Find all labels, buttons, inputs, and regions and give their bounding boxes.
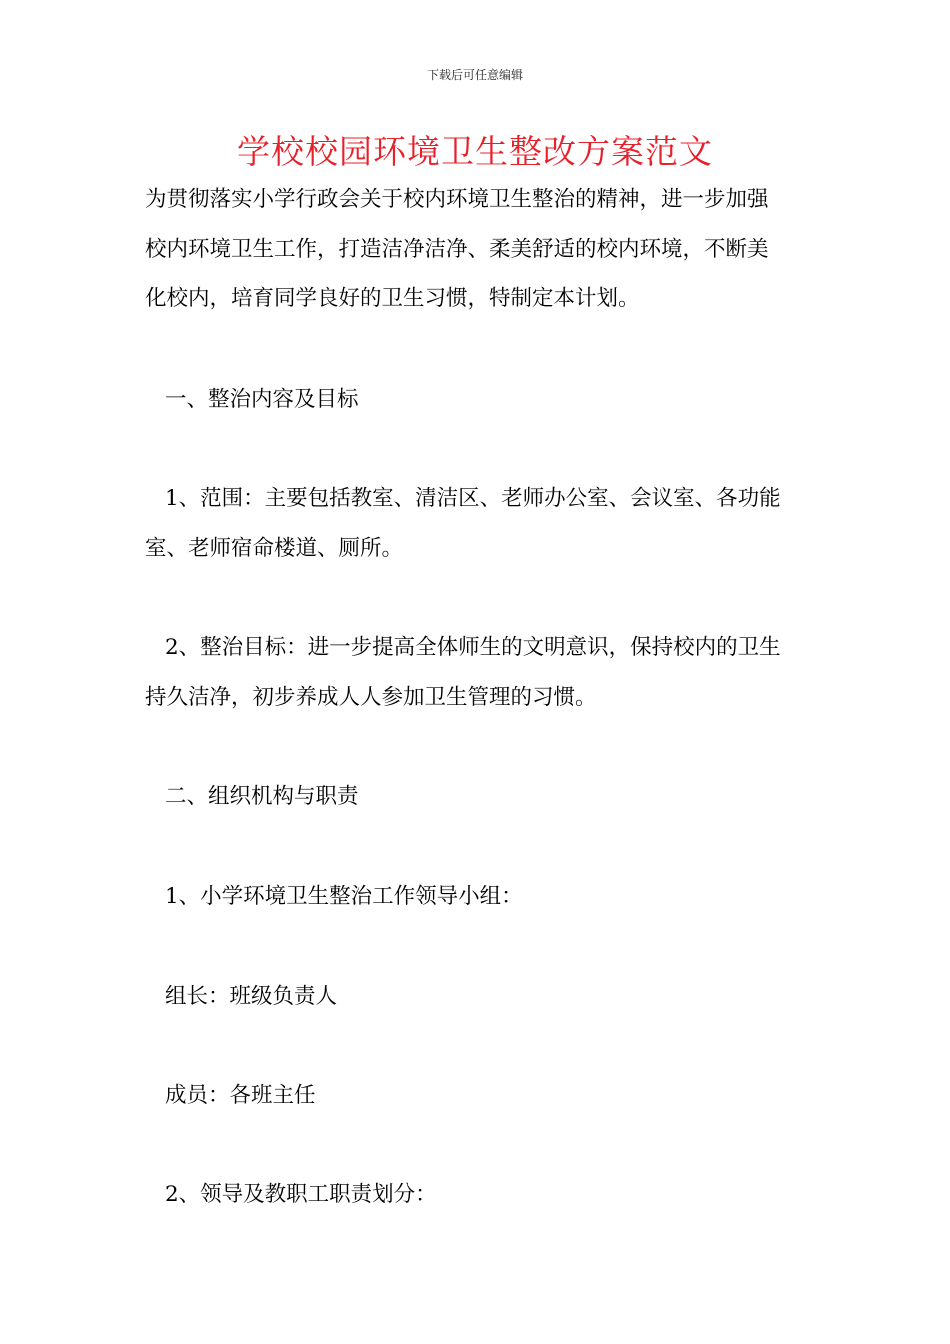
section-2-item-2: 2、领导及教职工职责划分： [165, 1182, 437, 1207]
intro-line-1: 为贯彻落实小学行政会关于校内环境卫生整治的精神，进一步加强 [145, 187, 769, 212]
intro-line-3: 化校内，培育同学良好的卫生习惯，特制定本计划。 [145, 286, 640, 311]
section-1-heading: 一、整治内容及目标 [165, 387, 359, 412]
section-2-members: 成员：各班主任 [165, 1083, 316, 1108]
section-2-leader: 组长：班级负责人 [165, 984, 338, 1009]
header-note: 下载后可任意编辑 [426, 68, 523, 82]
section-2-heading: 二、组织机构与职责 [165, 784, 359, 809]
section-1-item-2-line-2: 持久洁净，初步养成人人参加卫生管理的习惯。 [145, 685, 597, 710]
section-1-item-1-line-1: 1、范围：主要包括教室、清洁区、老师办公室、会议室、各功能 [165, 486, 781, 511]
section-1-item-2-line-1: 2、整治目标：进一步提高全体师生的文明意识，保持校内的卫生 [165, 635, 781, 660]
document-title: 学校校园环境卫生整改方案范文 [237, 132, 713, 171]
section-1-item-1-line-2: 室、老师宿命楼道、厕所。 [145, 536, 404, 561]
section-2-item-1: 1、小学环境卫生整治工作领导小组： [165, 884, 523, 909]
intro-line-2: 校内环境卫生工作，打造洁净洁净、柔美舒适的校内环境，不断美 [145, 237, 769, 262]
